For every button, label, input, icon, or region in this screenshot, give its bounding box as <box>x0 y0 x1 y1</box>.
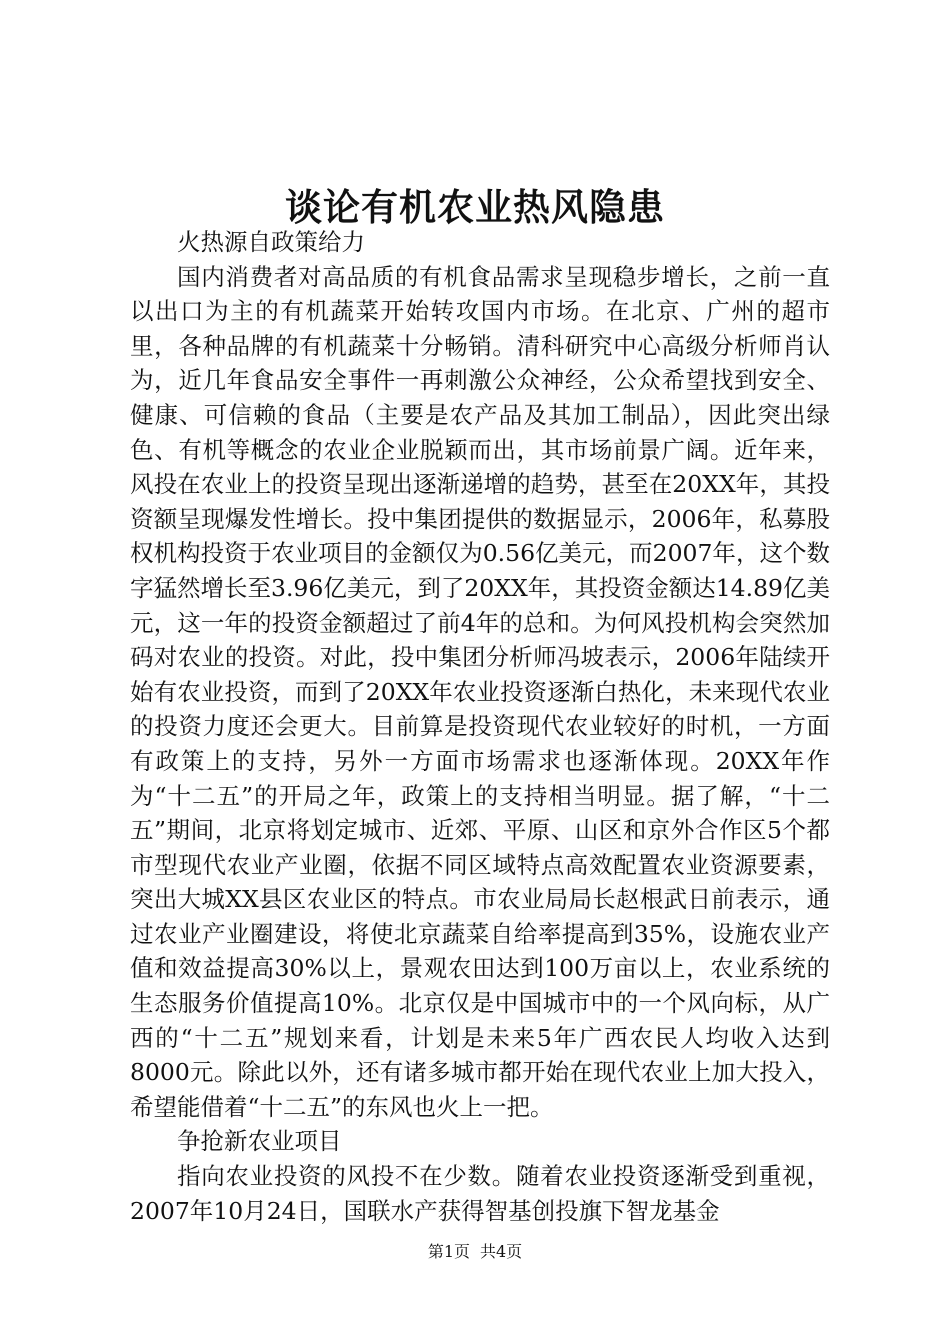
page-total: 共4页 <box>480 1242 523 1261</box>
section-heading-1: 火热源自政策给力 <box>177 228 365 256</box>
page-number: 第1页 <box>427 1242 470 1261</box>
document-body <box>130 225 830 1228</box>
page-footer <box>0 1240 950 1264</box>
section-paragraph-1: 国内消费者对高品质的有机食品需求呈现稳步增长，之前一直以出口为主的有机蔬菜开始转攻国内市场。在北京、广州的超市里，各种品牌的有机蔬菜十分畅销。清科研究中心高级分析师肖认为，近几年食品安全事件一再刺激公众神经，公众希望找到安全、健康、可信赖的食品（主要是农产品及其加工制品），因此突出绿色、有机等概念的农业企业脱颖而出，其市场前景广阔。近年来，风投在农业上的投资呈现出逐渐递增的趋势，甚至在20XX年，其投资额呈现爆发性增长。投中集团提供的数据显示，2006年，私募股权机构投资于农业项目的金额仅为0.56亿美元，而2007年，这个数字猛然增长至3.96亿美元，到了20XX年，其投资金额达14.89亿美元，这一年的投资金额超过了前4年的总和。为何风投机构会突然加码对农业的投资。对此，投中集团分析师冯坡表示，2006年陆续开始有农业投资，而到了20XX年农业投资逐渐白热化，未来现代农业的投资力度还会更大。目前算是投资现代农业较好的时机，一方面有政策上的支持，另外一方面市场需求也逐渐体现。20XX年作为“十二五”的开局之年，政策上的支持相当明显。据了解，“十二五”期间，北京将划定城市、近郊、平原、山区和京外合作区5个都市型现代农业产业圈，依据不同区域特点高效配置农业资源要素，突出大城XX县区农业区的特点。市农业局局长赵根武日前表示，通过农业产业圈建设，将使北京蔬菜自给率提高到35%，设施农业产值和效益提高30%以上，景观农田达到100万亩以上，农业系统的生态服务价值提高10%。北京仅是中国城市中的一个风向标，从广西的“十二五”规划来看，计划是未来5年广西农民人均收入达到8000元。除此以外，还有诸多城市都开始在现代农业上加大投入，希望能借着“十二五”的东风也火上一把。 <box>130 262 830 1121</box>
section-paragraph-2: 指向农业投资的风投不在少数。随着农业投资逐渐受到重视，2007年10月24日，国联水产获得智基创投旗下智龙基金 <box>130 1162 830 1225</box>
section-heading-2: 争抢新农业项目 <box>177 1127 342 1156</box>
document-title: 谈论有机农业热风隐患 <box>285 185 665 229</box>
